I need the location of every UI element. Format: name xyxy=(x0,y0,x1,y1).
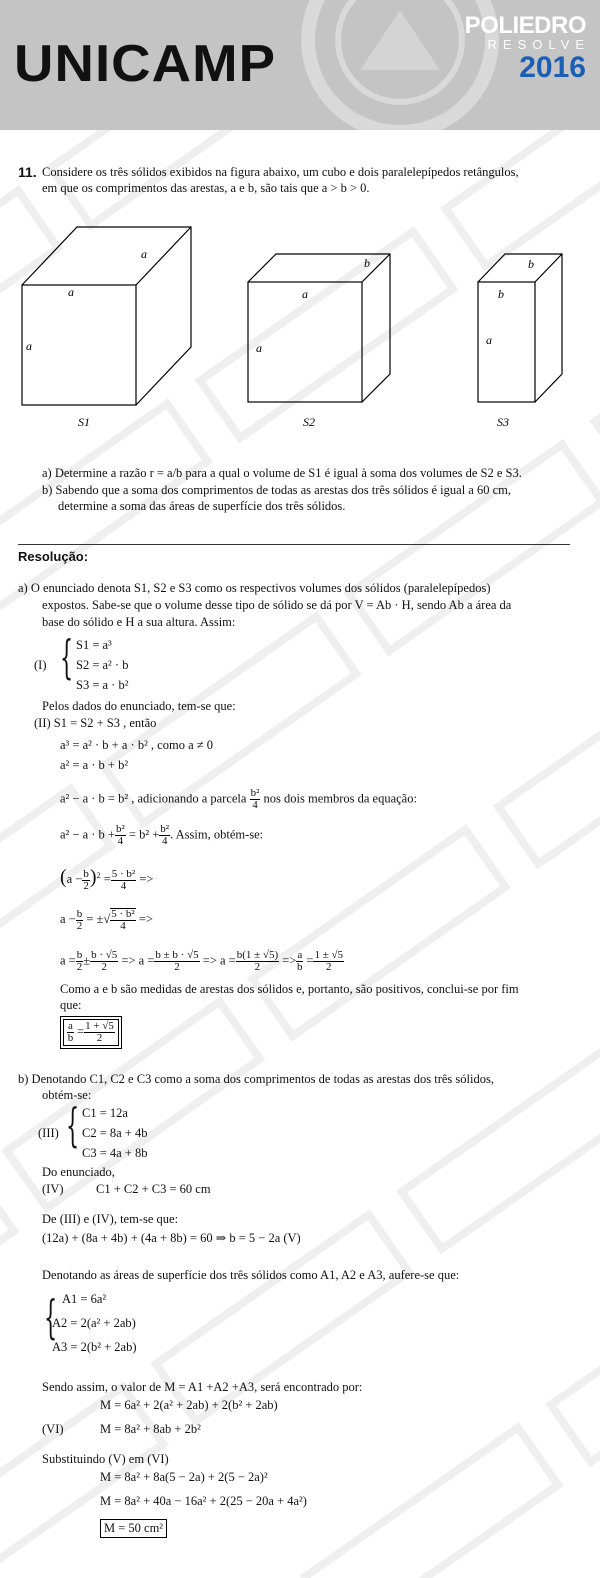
result-box-a: $\frac{a}{b}$ = $\frac{1 + √5}{2}$ xyxy=(60,1016,122,1049)
res-a-p1: a) O enunciado denota S1, S2 e S3 como os respectivos volumes dos sólidos (paralelepípedos) xyxy=(18,581,491,595)
label-a: a xyxy=(141,247,147,261)
res-b-p2: obtém-se: xyxy=(42,1088,92,1102)
label-b: b xyxy=(528,257,534,271)
question-text-line1: Considere os três sólidos exibidos na figura abaixo, um cubo e dois paralelepípedos retângulos, xyxy=(42,165,519,179)
logo-top: POLIEDRO xyxy=(464,12,586,39)
brace: { xyxy=(60,630,74,684)
label-s2: S2 xyxy=(303,415,315,429)
areas-line3: A3 = 2(b² + 2ab) xyxy=(52,1340,137,1354)
m-eq4: M = 8a² + 40a − 16a² + 2(25 − 20a + 4a²) xyxy=(100,1494,307,1508)
fraction: $\frac{\text{b²}}{4}$ xyxy=(250,787,260,811)
areas-line1: A1 = 6a² xyxy=(62,1292,107,1306)
conclusion1: Como a e b são medidas de arestas dos sólidos e, portanto, são positivos, conclui-se por fim xyxy=(60,982,519,996)
step4-text: . Assim, obtém-se: xyxy=(170,827,264,842)
divider xyxy=(18,544,570,545)
res-a-p3: base do sólido e H a sua altura. Assim: xyxy=(42,615,236,629)
item-a: a) Determine a razão r = a/b para a qual o volume de S1 é igual à soma dos volumes de S2 e S3. xyxy=(42,466,522,480)
label-I: (I) xyxy=(34,658,47,672)
sys3-line1: C1 = 12a xyxy=(82,1106,128,1120)
logo-mid: RESOLVE xyxy=(487,37,590,52)
question-text-line2: em que os comprimentos das arestas, a e b, são tais que a > b > 0. xyxy=(42,181,370,195)
areas-intro: Denotando as áreas de superfície dos três sólidos como A1, A2 e A3, aufere-se que: xyxy=(42,1268,460,1282)
item-b-line2: determine a soma das áreas de superfície dos três sólidos. xyxy=(58,499,346,513)
pelos-text: Pelos dados do enunciado, tem-se que: xyxy=(42,699,236,713)
label-s3: S3 xyxy=(497,415,509,429)
resolution-title: Resolução: xyxy=(18,549,89,564)
conclusion2: que: xyxy=(60,998,82,1012)
step5: (a − $\frac{b}{2}$ )$^2$ = $\frac{\text{5 · b²}}{4}$ => xyxy=(60,866,154,892)
label-a: a xyxy=(486,333,492,347)
sys3-line3: C3 = 4a + 8b xyxy=(82,1146,148,1160)
label-IV: (IV) xyxy=(42,1182,64,1196)
final-result-box: M = 50 cm² xyxy=(100,1519,167,1538)
brace: { xyxy=(66,1098,80,1152)
res-b-p1: b) Denotando C1, C2 e C3 como a soma dos comprimentos de todas as arestas dos três sólidos, xyxy=(18,1072,494,1086)
step3 xyxy=(60,788,417,811)
brace: { xyxy=(44,1290,58,1344)
solids-figure xyxy=(0,210,600,440)
step6: a − $\frac{b}{2}$ = ±√ $\frac{\text{5 · b²}}{4}$ => xyxy=(60,907,153,932)
label-a: a xyxy=(302,287,308,301)
item-b-line1: b) Sabendo que a soma dos comprimentos de todas as arestas dos três sólidos é igual a 60 cm, xyxy=(42,483,512,497)
sys3-line2: C2 = 8a + 4b xyxy=(82,1126,148,1140)
areas-line2: A2 = 2(a² + 2ab) xyxy=(52,1316,136,1330)
m-eq2: M = 8a² + 8ab + 2b² xyxy=(100,1422,201,1436)
step-II: (II) S1 = S2 + S3 , então xyxy=(34,716,157,730)
question-number: 11. xyxy=(18,164,37,180)
label-a: a xyxy=(256,341,262,355)
step3-text-b: nos dois membros da equação: xyxy=(263,791,417,806)
m-eq3: M = 8a² + 8a(5 − 2a) + 2(5 − 2a)² xyxy=(100,1470,268,1484)
label-a: a xyxy=(68,285,74,299)
de-III-IV: De (III) e (IV), tem-se que: xyxy=(42,1212,179,1226)
sendo-assim: Sendo assim, o valor de M = A1 +A2 +A3, será encontrado por: xyxy=(42,1380,363,1394)
res-a-p2: expostos. Sabe-se que o volume desse tipo de sólido se dá por V = Ab · H, sendo Ab a área da xyxy=(42,598,512,612)
substituindo: Substituindo (V) em (VI) xyxy=(42,1452,169,1466)
eq-V: (12a) + (8a + 4b) + (4a + 8b) = 60 ⇒ b = 5 − 2a (V) xyxy=(42,1231,301,1245)
step1: a³ = a² · b + a · b² , como a ≠ 0 xyxy=(60,738,213,752)
sys1-line2: S2 = a² · b xyxy=(76,658,129,672)
step7: a = $\frac{b}{2}$ ± $\frac{b \cdot √5}{2}$ => a = $\frac{b \pm b \cdot √5}{2}$ => a = $\frac{b(1 \pm √5)}{2}$ => $\frac{a}{b}$ = $\frac{1 \pm √5}{2}$ xyxy=(60,949,344,973)
label-b: b xyxy=(498,287,504,301)
label-VI: (VI) xyxy=(42,1422,64,1436)
label-a: a xyxy=(26,339,32,353)
m-eq1: M = 6a² + 2(a² + 2ab) + 2(b² + 2ab) xyxy=(100,1398,278,1412)
year-label: 2016 xyxy=(519,51,586,84)
do-enunciado: Do enunciado, xyxy=(42,1165,115,1179)
eq-IV: C1 + C2 + C3 = 60 cm xyxy=(96,1182,211,1196)
label-s1: S1 xyxy=(78,415,90,429)
sys1-line3: S3 = a · b² xyxy=(76,678,129,692)
step2: a² = a · b + b² xyxy=(60,758,129,772)
step4: a² − a · b + $\frac{\text{b²}}{4}$ = b² + $\frac{\text{b²}}{4}$ . Assim, obtém-se: xyxy=(60,823,264,847)
page-header xyxy=(0,0,600,130)
sys1-line1: S1 = a³ xyxy=(76,638,112,652)
label-III: (III) xyxy=(38,1126,59,1140)
label-b: b xyxy=(364,256,370,270)
step3-text: a² − a · b = b² , adicionando a parcela xyxy=(60,791,247,806)
brand-title: UNICAMP xyxy=(14,35,277,93)
poliedro-logo xyxy=(464,12,590,84)
